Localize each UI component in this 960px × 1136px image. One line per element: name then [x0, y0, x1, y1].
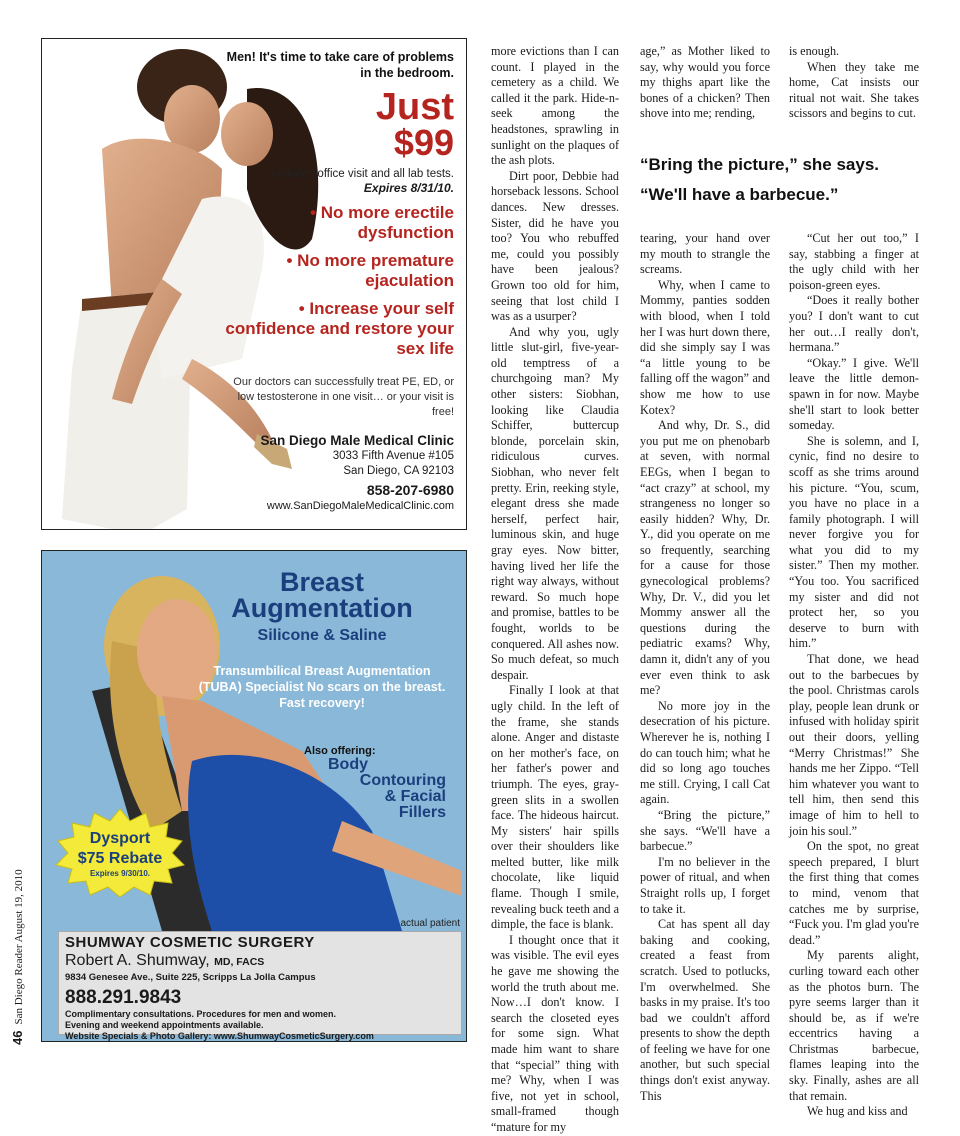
col2-para-1: tearing, your hand over my mouth to strangle the screams. [640, 231, 770, 277]
company-name: SHUMWAY COSMETIC SURGERY [65, 934, 315, 951]
article-column-2 [640, 231, 770, 1103]
ad1-doctors: Our doctors can successfully treat PE, ED, or low testosterone in one visit… or your visit is free! [233, 376, 454, 418]
cosmetic-surgery-ad [41, 550, 467, 1042]
col2-para-6: I'm no believer in the power of ritual, and when Straight rolls up, I forget to take it. [640, 854, 770, 916]
col3-para-1: “Cut her out too,” I say, stabbing a finger at the ugly child with her poison-green eyes. [789, 231, 919, 292]
service-1: Body [328, 756, 368, 773]
col3-top-para-2: When they take me home, Cat insists our ritual not wait. She takes scissors and begins to cut. [789, 59, 919, 121]
folio-text: San Diego Reader August 19, 2010 [13, 869, 25, 1025]
price-amount: $99 [393, 122, 454, 163]
col3-para-6: On the spot, no great speech prepared, I blurt the first thing that comes to mind, venom that catches me by surprise, “Fuck you. I'm glad you're dead.” [789, 839, 919, 947]
ad1-phone: 858-207-6980 [366, 482, 454, 498]
col3-para-4: She is solemn, and I, cynic, find no desire to scoff as she trims around his picture. “You, scum, you have no place in a family photograph. I will never forgive you for what you did to my sister.” Then my mother. “You too. You sacrificed my sister and did not protect her, so you deserve to burn with him.” [789, 433, 919, 651]
col2-para-5: “Bring the picture,” she says. “We'll have a barbecue.” [640, 807, 770, 854]
pull-quote [640, 150, 930, 210]
ad2-subtitle: Silicone & Saline [257, 627, 387, 644]
male-clinic-ad [41, 38, 467, 530]
page-number: 46 [10, 1030, 25, 1045]
ad1-price [214, 86, 454, 163]
ad1-address-2: San Diego, CA 92103 [343, 465, 454, 477]
article-column-2-top [640, 44, 770, 124]
dysport-rebate: $75 Rebate [77, 850, 163, 867]
clinic-address: 9834 Genesee Ave., Suite 225, Scripps La Jolla Campus [65, 972, 316, 983]
service-3: & Facial [384, 788, 446, 805]
col3-para-8: We hug and kiss and [807, 1104, 908, 1119]
col1-para-5: I thought once that it was visible. The evil eyes he gave me showing the world the truth about me. Now…I don't know. I search the closeted eyes for some sign. What made him want to share that “special” thing with me? Why, when I was five, not yet in school, small-framed though “mature for my [491, 932, 619, 1134]
pull-quote-line-1: “Bring the picture,” she says. [640, 155, 880, 174]
website-line: Website Specials & Photo Gallery: www.ShumwayCosmeticSurgery.com [65, 1031, 374, 1041]
article-column-3-top [789, 44, 919, 124]
col2-para-7: Cat has spent all day baking and cooking, created a feast from scratch. Used to potlucks, I'm overwhelmed. She basks in my praise. It's too bad we couldn't afford presents to show the depth of feeling we have for one another, but such special things don't exist anyway. This [640, 917, 770, 1103]
col2-top-para: age,” as Mother liked to say, why would you force my thighs apart like the bones of a chicken? Then shove into me; rending, [640, 44, 770, 121]
pull-quote-line-2: “We'll have a barbecue.” [640, 185, 839, 204]
ad2-title: Breast Augmentation [231, 567, 413, 623]
col3-para-2: “Does it really bother you? I don't want to cut her out…I really don't, hermana.” [789, 293, 919, 355]
ad1-headline: Men! It's time to take care of problems in the bedroom. [226, 50, 454, 80]
ad1-expires: Expires 8/31/10. [363, 181, 454, 195]
bullet-ed: • No more erectile dysfunction [310, 203, 454, 242]
ad1-website: www.SanDiegoMaleMedicalClinic.com [266, 500, 454, 512]
clinic-phone: 888.291.9843 [65, 987, 182, 1008]
price-just: Just [375, 86, 454, 128]
ad2-tuba: Transumbilical Breast Augmentation (TUBA) Specialist No scars on the breast. Fast recovery! [198, 664, 446, 710]
col1-para-1: more evictions than I can count. I played in the cemetery as a child. We called it the park. Hide-n-seek among the headstones, sprawling in sunlight on the plaques of the ash plots. [491, 44, 619, 168]
dysport-expires: Expires 9/30/10. [89, 869, 151, 878]
col3-para-5: That done, we head out to the barbecues by the pool. Christmas carols play, people lean drunk or infused with holiday spirit out their doors, yelling “Merry Christmas!” She hands me her Zippo. “Tell him whatever you want to tell him, then send this image of him to hell to join his soul.” [789, 652, 919, 838]
ad1-clinic-name: San Diego Male Medical Clinic [260, 433, 454, 448]
ad2-services [306, 757, 446, 821]
ad1-address-1: 3033 Fifth Avenue #105 [332, 450, 454, 462]
dysport-label: Dysport [89, 830, 151, 847]
actual-patient-note: actual patient [400, 918, 460, 929]
service-2: Contouring [359, 772, 446, 789]
col2-para-4: No more joy in the desecration of his picture. Wherever he is, nothing I do can touch him; what he did so long ago touches me still. Crying, I call Cat again. [640, 698, 770, 807]
ad1-includes: Includes office visit and all lab tests. [271, 168, 454, 180]
col3-para-3: “Okay.” I give. We'll leave the little demon-spawn in for now. Maybe she'll start to look better someday. [789, 355, 919, 433]
col2-para-3: And why, Dr. S., did you put me on phenobarb at seven, with normal EEGs, when I began to “act crazy” at school, my strangeness no longer so easily hidden? Why, Dr. Y., did you operate on me so frequently, searching for a cause for those gynecological problems? Why, Dr. V., did you let Mommy answer all the questions during the pediatric exams? Why, damn it, didn't any of you ever even think to ask me? [640, 418, 770, 698]
hours-line: Evening and weekend appointments available. [65, 1020, 264, 1030]
col3-top-para-1: is enough. [789, 44, 840, 58]
col3-para-7: My parents alight, curling toward each other as the photos burn. The pyre seems larger than it should be, as if we're eccentrics having a Christmas barbecue, flames leaping into the sky. Finally, ashes are all that remain. [789, 948, 919, 1103]
bullet-confidence: • Increase your self confidence and restore your sex life [225, 299, 454, 358]
article-column-3 [789, 231, 919, 1119]
shumway-contact-panel [58, 931, 462, 1041]
ad2-also-offering: Also offering: [304, 745, 376, 757]
dysport-starburst [54, 807, 186, 897]
page-folio [10, 869, 25, 1045]
col1-para-3: And why you, ugly little slut-girl, five-year-old temptress of a churchgoing man? My other sisters: Siobhan, looking like Claudia Schiffer, buttercup blonde, porcelain skin, ridiculous curves. Siobhan, who never felt pretty. Erin, reeking style, elegant dress she made herself, perfect hair, luminous skin, and huge gray eyes. Now bitter, having lived her life the right way always, without reward. So much hope and promise, battles to be fought, worlds to be conquered. All ashes now. So much defeat, so much despair. [491, 324, 619, 682]
article-column-1 [491, 44, 619, 1134]
male-clinic-copy [214, 49, 454, 514]
bullet-pe: • No more premature ejaculation [286, 251, 454, 290]
doctor-name: Robert A. Shumway, MD, FACS [65, 952, 265, 969]
ad2-copy [192, 569, 452, 711]
col2-para-2: Why, when I came to Mommy, panties sodden with blood, when I told her I was hurt down there, did she simply say I was “a little young to be falling off the wagon” and show me how to use Kotex? [640, 277, 770, 417]
col1-para-4: Finally I look at that ugly child. In the left of the frame, she stands alone. Anger and distaste on her mother's face, on her father's power and triumph. The eyes, gray-green slits in a swollen face. The hideous haircut. My sisters' hair spills over their shoulders like melted butter, like milk chocolate, like liquid flame. Though I smile, revealing buck teeth and a dimple, the face is blank. [491, 683, 619, 932]
consult-line: Complimentary consultations. Procedures for men and women. [65, 1009, 337, 1019]
service-4: Fillers [398, 804, 446, 821]
col1-para-2: Dirt poor, Debbie had horseback lessons. School dances. New dresses. Sister, did he have you too? You who rebuffed me, could you possibly have been jealous? Grown too old for him, seeing that lost child I was as a usurper? [491, 168, 619, 324]
